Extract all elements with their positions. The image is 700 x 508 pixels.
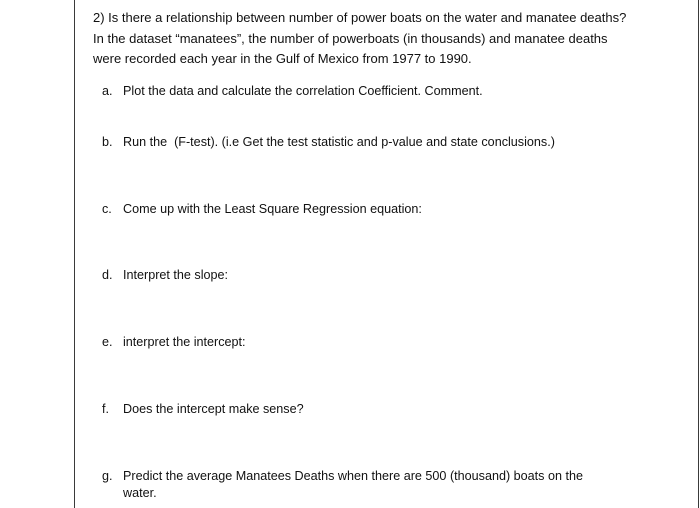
part-letter: f. bbox=[102, 402, 109, 416]
part-letter: b. bbox=[102, 135, 113, 149]
document-page bbox=[74, 0, 699, 508]
part-text: interpret the intercept: bbox=[123, 335, 246, 349]
part-text: Come up with the Least Square Regression equation: bbox=[123, 202, 422, 216]
part-letter: d. bbox=[102, 268, 113, 282]
part-letter: e. bbox=[102, 335, 113, 349]
part-text: Predict the average Manatees Deaths when there are 500 (thousand) boats on the water. bbox=[123, 469, 583, 500]
question-line: 2) Is there a relationship between number of power boats on the water and manatee deaths? bbox=[93, 10, 627, 25]
part-letter: c. bbox=[102, 202, 112, 216]
part-text: Plot the data and calculate the correlation Coefficient. Comment. bbox=[123, 84, 483, 98]
part-text: Interpret the slope: bbox=[123, 268, 229, 282]
question-line: were recorded each year in the Gulf of Mexico from 1977 to 1990. bbox=[93, 51, 472, 66]
part-text: Does the intercept make sense? bbox=[123, 402, 304, 416]
part-text: Run the (F-test). (i.e Get the test statistic and p-value and state conclusions.) bbox=[123, 135, 555, 149]
part-letter: g. bbox=[102, 469, 113, 483]
question-line: In the dataset “manatees”, the number of powerboats (in thousands) and manatee deaths bbox=[93, 30, 608, 46]
question-intro bbox=[93, 8, 653, 70]
part-letter: a. bbox=[102, 84, 113, 98]
